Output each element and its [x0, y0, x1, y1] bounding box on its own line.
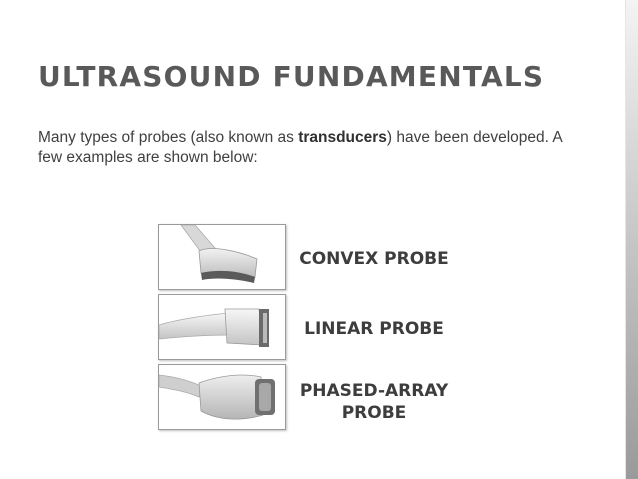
body-text-bold: transducers	[298, 129, 387, 146]
slide-side-bar	[626, 0, 638, 479]
body-text-part1: Many types of probes (also known as	[38, 129, 299, 146]
convex-probe-image	[158, 224, 286, 290]
phased-array-probe-label	[298, 380, 450, 424]
slide-body-text	[38, 128, 578, 168]
phased-array-probe-image	[158, 364, 286, 430]
linear-probe-image	[158, 294, 286, 360]
body-text-part2: ) have been developed. A few examples are shown below:	[38, 129, 562, 166]
slide-title: ULTRASOUND FUNDAMENTALS	[38, 60, 545, 93]
phased-array-label-line2: PROBE	[341, 403, 407, 423]
phased-array-label-line1: PHASED-ARRAY	[299, 381, 449, 401]
linear-probe-label: LINEAR PROBE	[304, 319, 444, 339]
convex-probe-label: CONVEX PROBE	[299, 249, 449, 269]
